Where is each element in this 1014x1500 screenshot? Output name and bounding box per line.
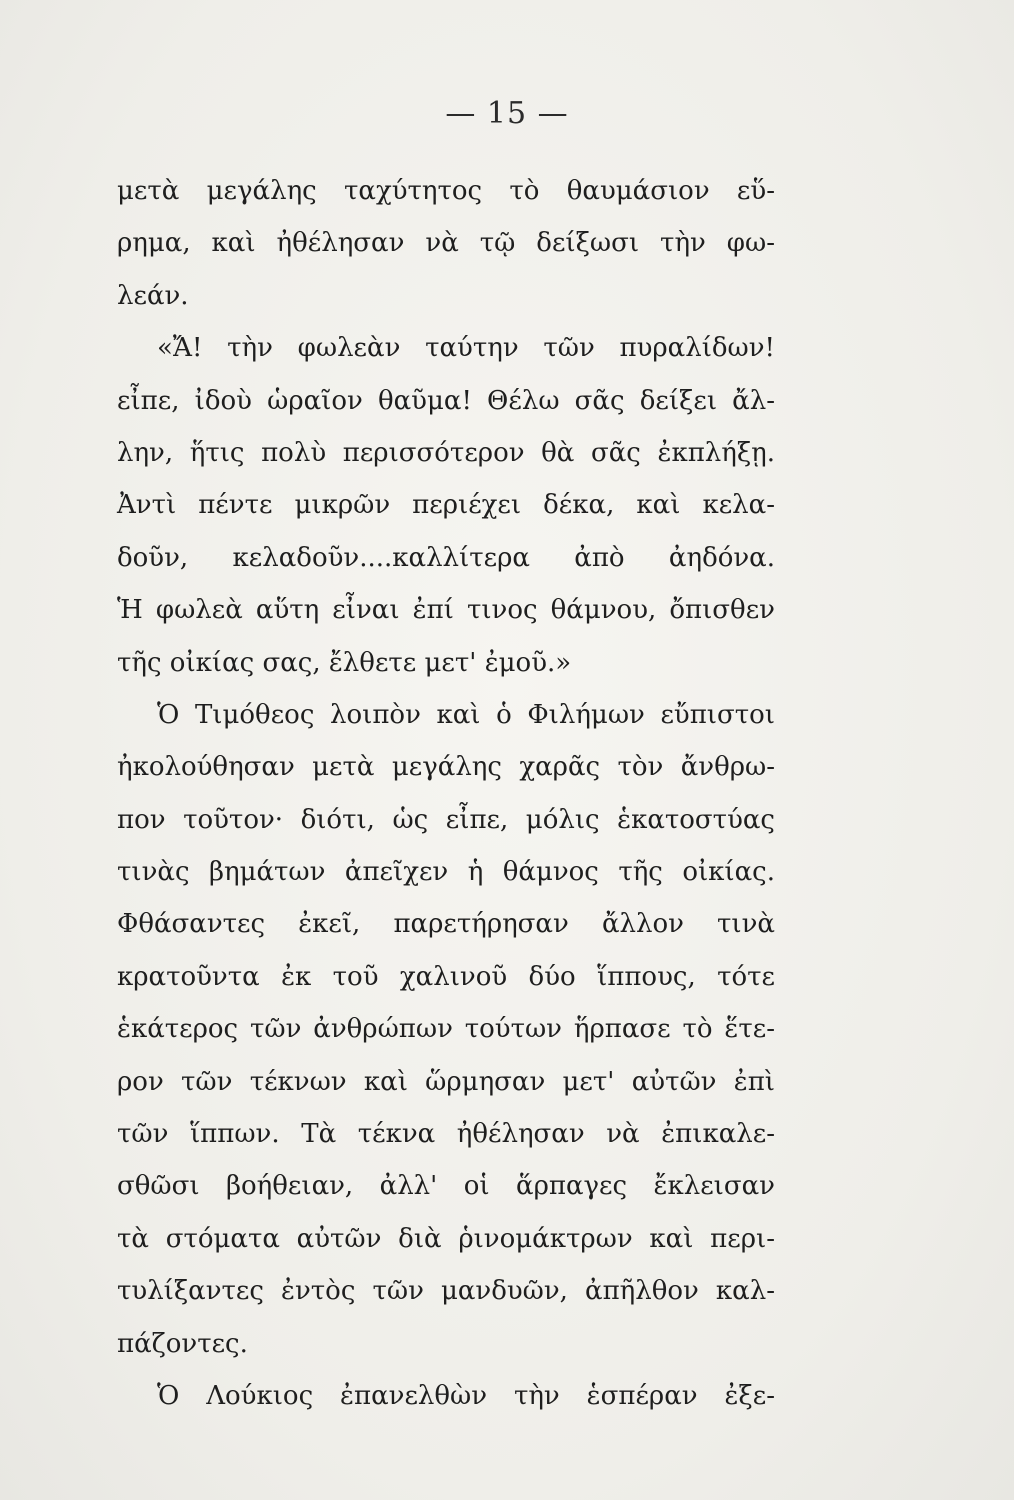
text-line: Ὁ Λούκιος ἐπανελθὼν τὴν ἑσπέραν ἐξε- xyxy=(157,1380,775,1411)
text-line: πον τοῦτον· διότι, ὡς εἶπε, μόλις ἑκατοστύας xyxy=(117,804,775,835)
text-line: Ἀντὶ πέντε μικρῶν περιέχει δέκα, καὶ κελα- xyxy=(117,490,775,521)
text-line: «Ἄ! τὴν φωλεὰν ταύτην τῶν πυραλίδων! xyxy=(157,333,775,364)
text-line: κρατοῦντα ἐκ τοῦ χαλινοῦ δύο ἵππους, τότε xyxy=(117,961,775,992)
text-line: τινὰς βημάτων ἀπεῖχεν ἡ θάμνος τῆς οἰκίας. xyxy=(117,857,775,888)
text-line: πάζοντες. xyxy=(117,1328,248,1359)
text-line: τυλίξαντες ἐντὸς τῶν μανδυῶν, ἀπῆλθον καλ- xyxy=(117,1276,775,1307)
text-line: Ἡ φωλεὰ αὕτη εἶναι ἐπί τινος θάμνου, ὄπισθεν xyxy=(117,595,775,626)
text-line: ἠκολούθησαν μετὰ μεγάλης χαρᾶς τὸν ἄνθρω- xyxy=(117,752,775,783)
text-line: εἶπε, ἰδοὺ ὡραῖον θαῦμα! Θέλω σᾶς δείξει ἄλ- xyxy=(117,385,775,416)
body-text xyxy=(117,165,775,1422)
text-line: Ὁ Τιμόθεος λοιπὸν καὶ ὁ Φιλήμων εὔπιστοι xyxy=(157,699,775,730)
text-line: τῶν ἵππων. Τὰ τέκνα ἠθέλησαν νὰ ἐπικαλε- xyxy=(117,1119,775,1150)
text-line: λεάν. xyxy=(117,280,189,311)
text-line: ρημα, καὶ ἠθέλησαν νὰ τῷ δείξωσι τὴν φω- xyxy=(117,228,775,259)
text-line: Φθάσαντες ἐκεῖ, παρετήρησαν ἄλλον τινὰ xyxy=(117,909,775,940)
text-line: δοῦν, κελαδοῦν....καλλίτερα ἀπὸ ἀηδόνα. xyxy=(117,542,775,573)
text-line: σθῶσι βοήθειαν, ἀλλ' οἱ ἅρπαγες ἔκλεισαν xyxy=(117,1171,775,1202)
text-line: ρον τῶν τέκνων καὶ ὥρμησαν μετ' αὐτῶν ἐπὶ xyxy=(117,1066,775,1097)
text-line: τὰ στόματα αὐτῶν διὰ ῥινομάκτρων καὶ περι- xyxy=(117,1223,775,1254)
text-line: ἑκάτερος τῶν ἀνθρώπων τούτων ἥρπασε τὸ ἕτε- xyxy=(117,1014,775,1045)
text-line: τῆς οἰκίας σας, ἔλθετε μετ' ἐμοῦ.» xyxy=(117,647,572,678)
text-line: μετὰ μεγάλης ταχύτητος τὸ θαυμάσιον εὕ- xyxy=(117,176,775,206)
page-number: — 15 — xyxy=(445,96,569,131)
text-line: λην, ἥτις πολὺ περισσότερον θὰ σᾶς ἐκπλήξῃ. xyxy=(117,437,775,468)
